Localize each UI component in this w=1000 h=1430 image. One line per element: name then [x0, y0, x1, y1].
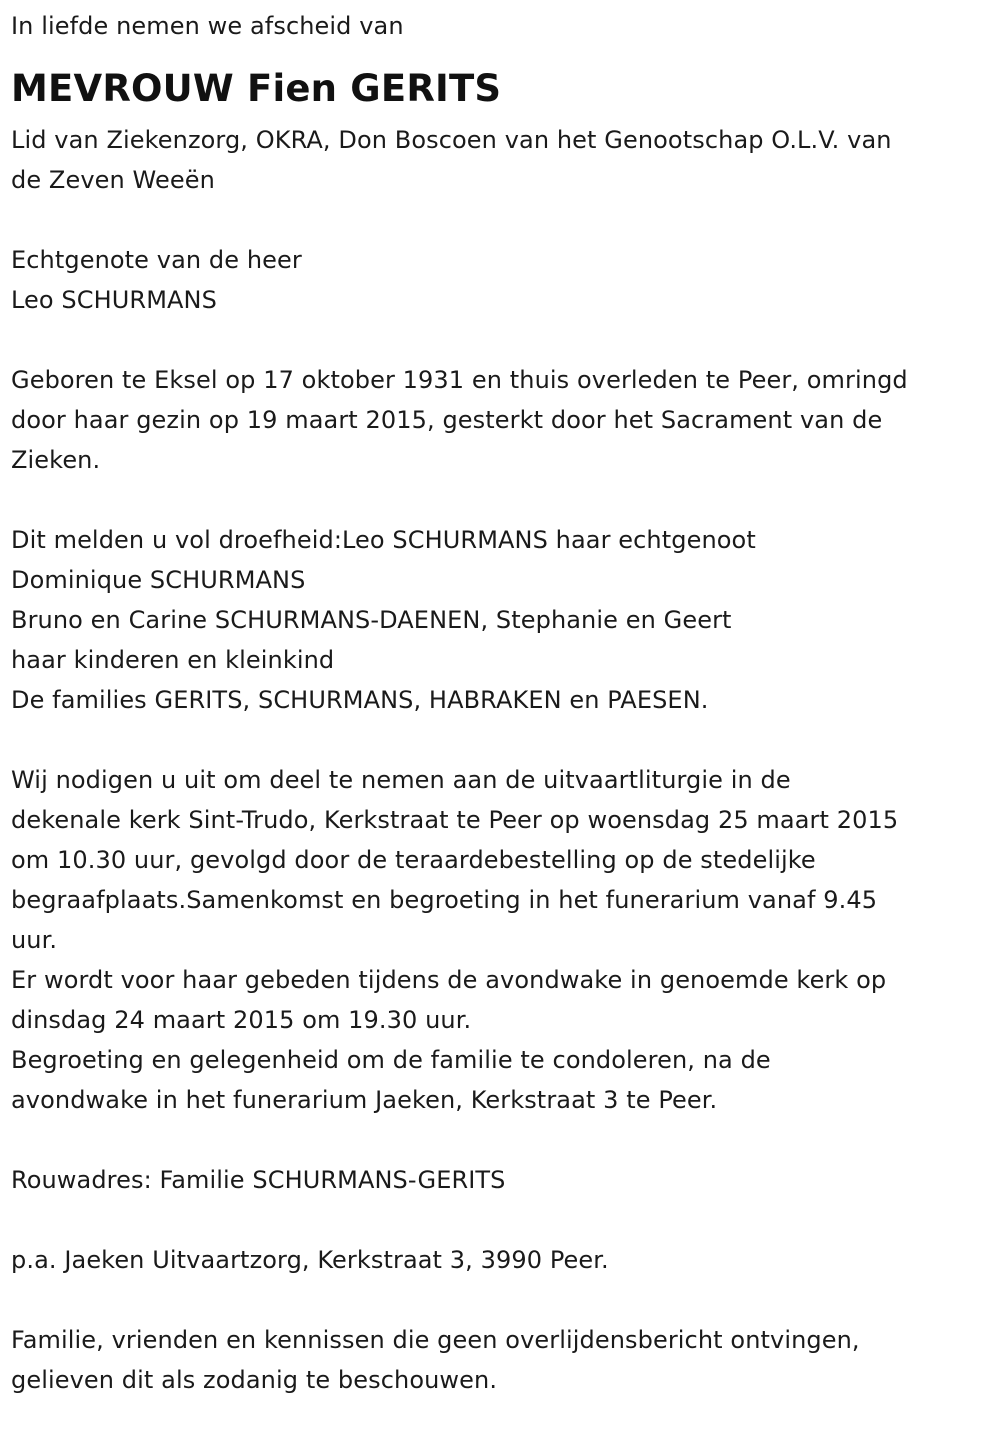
closing-line-1: Familie, vrienden en kennissen die geen overlijdensbericht ontvingen,	[11, 1326, 860, 1354]
ceremony-line-5: uur.	[11, 926, 58, 954]
spacer	[11, 1200, 991, 1240]
ceremony-line-2: dekenale kerk Sint-Trudo, Kerkstraat te Peer op woensdag 25 maart 2015	[11, 806, 899, 834]
condolence-line-1: Begroeting en gelegenheid om de familie te condoleren, na de	[11, 1046, 771, 1074]
family-line-1: Dit melden u vol droefheid:Leo SCHURMANS haar echtgenoot	[11, 526, 756, 554]
membership-line-1: Lid van Ziekenzorg, OKRA, Don Boscoen van het Genootschap O.L.V. van	[11, 126, 892, 154]
deceased-name: MEVROUW Fien GERITS	[11, 67, 502, 110]
condolence-line-2: avondwake in het funerarium Jaeken, Kerkstraat 3 te Peer.	[11, 1086, 718, 1114]
spacer	[11, 320, 991, 360]
spouse-line-2: Leo SCHURMANS	[11, 286, 217, 314]
birth-death-line-1: Geboren te Eksel op 17 oktober 1931 en thuis overleden te Peer, omringd	[11, 366, 908, 394]
family-line-4: haar kinderen en kleinkind	[11, 646, 335, 674]
family-line-2: Dominique SCHURMANS	[11, 566, 306, 594]
spacer	[11, 1120, 991, 1160]
spacer	[11, 200, 991, 240]
intro-text: In liefde nemen we afscheid van	[11, 12, 404, 40]
vigil-line-1: Er wordt voor haar gebeden tijdens de avondwake in genoemde kerk op	[11, 966, 887, 994]
closing-line-2: gelieven dit als zodanig te beschouwen.	[11, 1366, 498, 1394]
ceremony-line-4: begraafplaats.Samenkomst en begroeting in het funerarium vanaf 9.45	[11, 886, 878, 914]
ceremony-line-1: Wij nodigen u uit om deel te nemen aan de uitvaartliturgie in de	[11, 766, 791, 794]
birth-death-line-3: Zieken.	[11, 446, 101, 474]
family-line-5: De families GERITS, SCHURMANS, HABRAKEN en PAESEN.	[11, 686, 709, 714]
ceremony-line-3: om 10.30 uur, gevolgd door de teraardebestelling op de stedelijke	[11, 846, 816, 874]
spacer	[11, 480, 991, 520]
vigil-line-2: dinsdag 24 maart 2015 om 19.30 uur.	[11, 1006, 472, 1034]
birth-death-line-2: door haar gezin op 19 maart 2015, gesterkt door het Sacrament van de	[11, 406, 883, 434]
spacer	[11, 1280, 991, 1320]
spacer	[11, 720, 991, 760]
spouse-line-1: Echtgenote van de heer	[11, 246, 302, 274]
obituary-notice	[11, 6, 991, 1400]
family-line-3: Bruno en Carine SCHURMANS-DAENEN, Stephanie en Geert	[11, 606, 732, 634]
membership-line-2: de Zeven Weeën	[11, 166, 215, 194]
care-of-address: p.a. Jaeken Uitvaartzorg, Kerkstraat 3, 3990 Peer.	[11, 1246, 609, 1274]
mourning-address: Rouwadres: Familie SCHURMANS-GERITS	[11, 1166, 506, 1194]
